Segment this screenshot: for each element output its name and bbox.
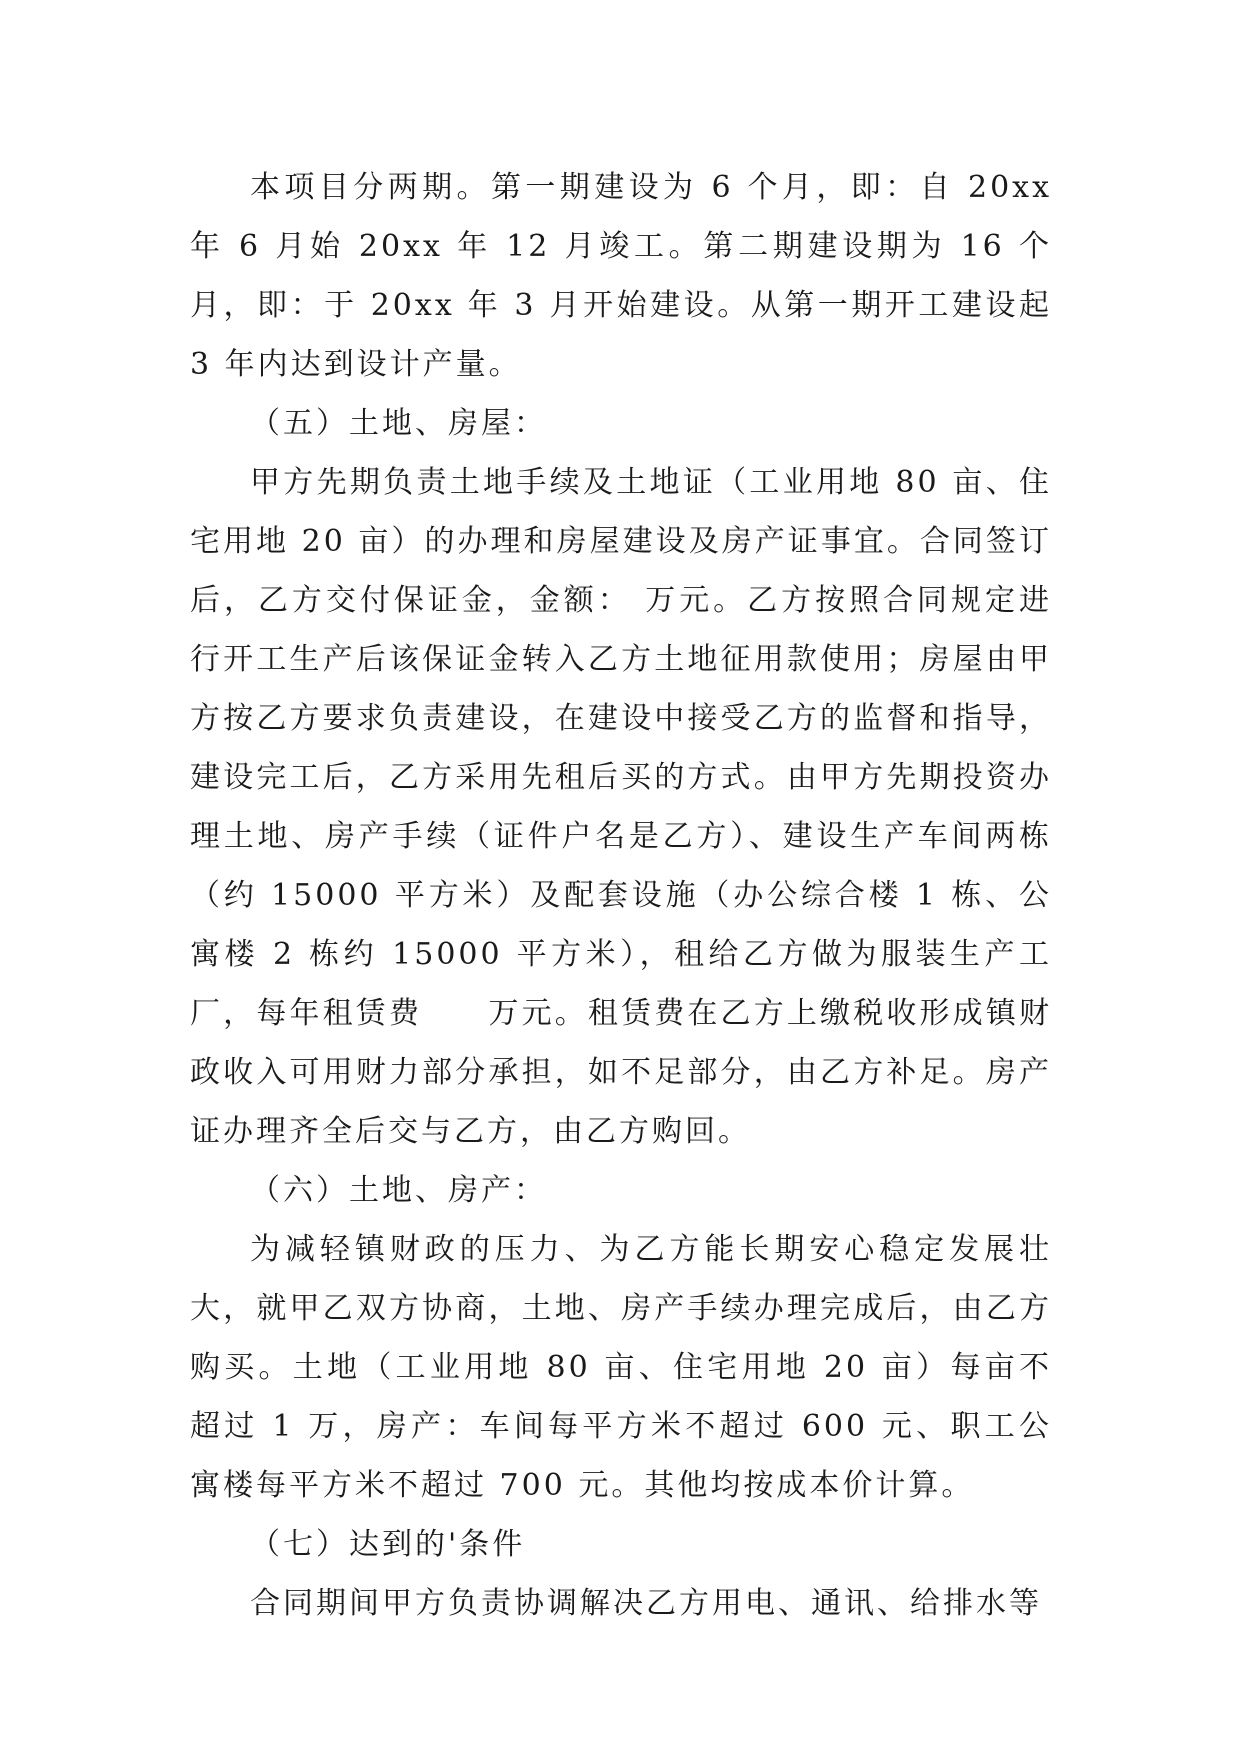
section-heading-conditions: （七）达到的'条件 <box>250 1527 526 1562</box>
section-heading-land-housing: （五）土地、房屋： <box>250 406 547 441</box>
document-body <box>190 158 1052 1633</box>
paragraph-project-phases: 本项目分两期。第一期建设为 6 个月，即：自 20xx 年 6 月始 20xx 年 12 月竣工。第二期建设期为 16 个月，即：于 20xx 年 3 月开始建设。从第一期开工建设起 3 年内达到设计产量。 <box>190 170 1052 382</box>
paragraph-land-housing: 甲方先期负责土地手续及土地证（工业用地 80 亩、住宅用地 20 亩）的办理和房屋建设及房产证事宜。合同签订后，乙方交付保证金，金额： 万元。乙方按照合同规定进行开工生产后该保证金转入乙方土地征用款使用；房屋由甲方按乙方要求负责建设，在建设中接受乙方的监督和指导，建设完工后，乙方采用先租后买的方式。由甲方先期投资办理土地、房产手续（证件户名是乙方）、建设生产车间两栋（约 15000 平方米）及配套设施（办公综合楼 1 栋、公寓楼 2 栋约 15000 平方米），租给乙方做为服装生产工厂，每年租赁费 万元。租赁费在乙方上缴税收形成镇财政收入可用财力部分承担，如不足部分，由乙方补足。房产证办理齐全后交与乙方，由乙方购回。 <box>190 465 1052 1149</box>
section-heading-land-property: （六）土地、房产： <box>250 1173 547 1208</box>
paragraph-land-property: 为减轻镇财政的压力、为乙方能长期安心稳定发展壮大，就甲乙双方协商，土地、房产手续办理完成后，由乙方购买。土地（工业用地 80 亩、住宅用地 20 亩）每亩不超过 1 万，房产：车间每平方米不超过 600 元、职工公寓楼每平方米不超过 700 元。其他均按成本价计算。 <box>190 1232 1052 1503</box>
paragraph-conditions: 合同期间甲方负责协调解决乙方用电、通讯、给排水等 <box>250 1586 1042 1621</box>
